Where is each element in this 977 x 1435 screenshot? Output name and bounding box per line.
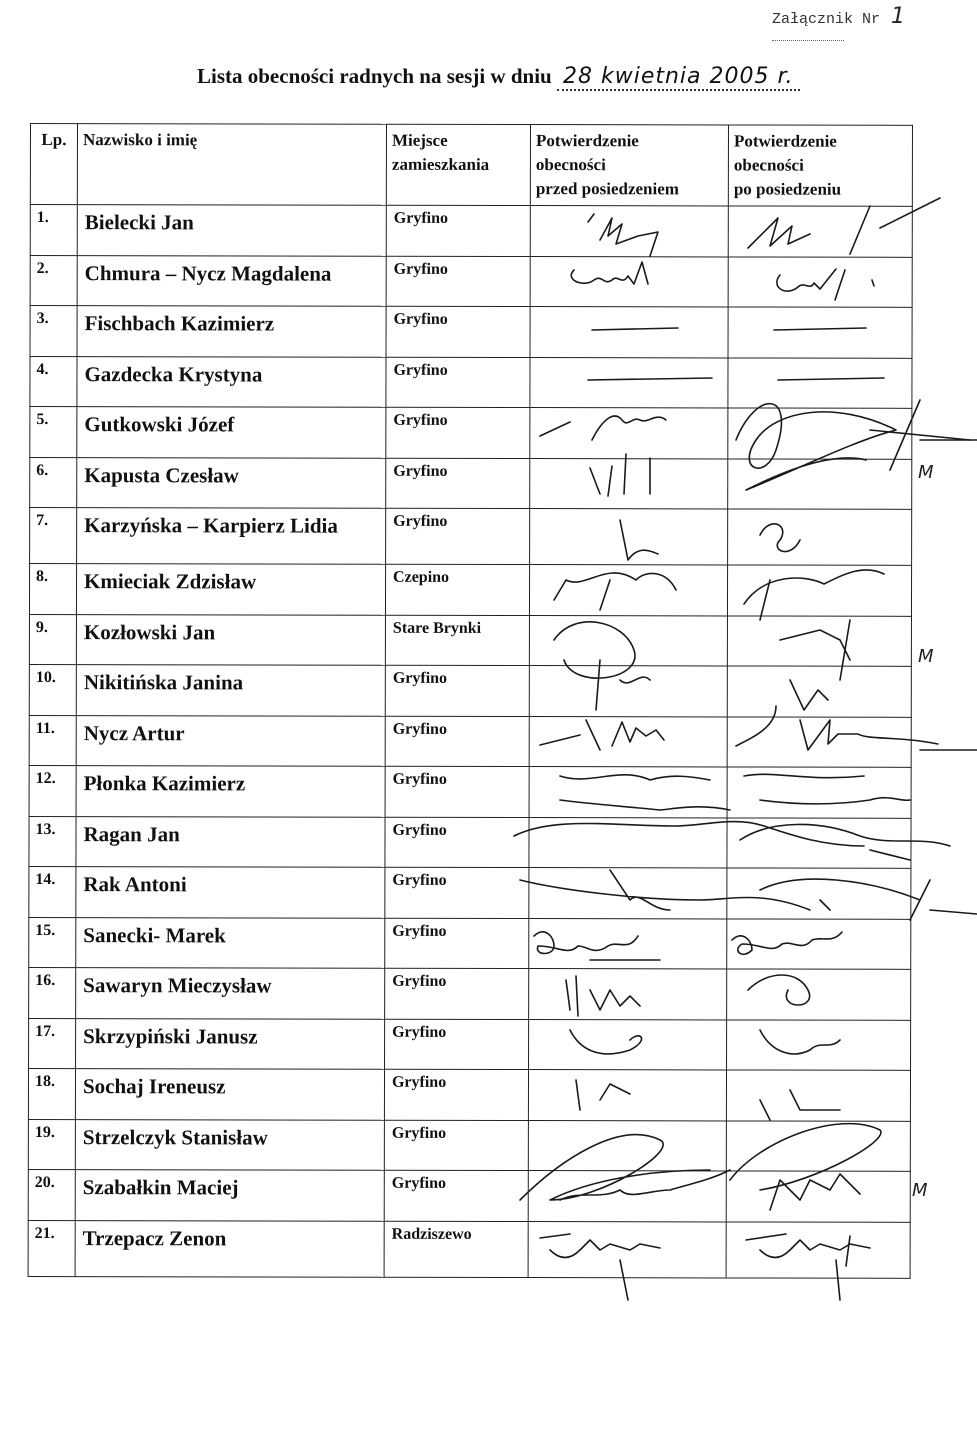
signature-before-cell <box>530 206 728 257</box>
row-name: Kapusta Czesław <box>77 457 386 508</box>
row-name: Sanecki- Marek <box>76 917 385 968</box>
row-lp: 8. <box>29 564 76 615</box>
row-name: Chmura – Nycz Magdalena <box>77 255 386 306</box>
row-name: Płonka Kazimierz <box>76 766 385 817</box>
signature-before-cell <box>528 1171 726 1222</box>
header-place <box>386 124 530 205</box>
header-after-line3: po posiedzeniu <box>733 179 842 199</box>
signature-after-cell <box>726 1120 910 1171</box>
table-row <box>29 866 911 918</box>
signature-after-cell <box>728 509 912 565</box>
row-lp: 2. <box>30 255 77 306</box>
row-place: Gryfino <box>384 1170 528 1221</box>
table-row <box>28 1068 910 1120</box>
table-row <box>29 765 911 817</box>
header-before-line2: obecności <box>535 155 606 175</box>
row-name: Kozłowski Jan <box>76 614 385 665</box>
row-place: Radziszewo <box>384 1221 528 1277</box>
row-lp: 1. <box>30 205 77 256</box>
row-name: Skrzypiński Janusz <box>76 1018 385 1069</box>
row-place: Gryfino <box>385 867 529 918</box>
signature-before-cell <box>530 408 728 459</box>
signature-after-cell <box>728 357 912 408</box>
header-before-line3: przed posiedzeniem <box>535 179 679 199</box>
margin-mark: M <box>912 1180 928 1201</box>
row-place: Gryfino <box>385 968 529 1019</box>
row-lp: 11. <box>29 715 76 766</box>
row-place: Gryfino <box>386 357 530 408</box>
table-row <box>30 407 912 459</box>
annex-number: 1 <box>891 4 906 29</box>
row-name: Bielecki Jan <box>77 205 386 256</box>
margin-stroke <box>930 910 977 914</box>
header-row <box>30 124 912 207</box>
annex-dots <box>772 40 844 41</box>
signature-before-cell <box>530 307 728 358</box>
row-name: Rak Antoni <box>76 867 385 918</box>
row-place: Gryfino <box>385 918 529 969</box>
table-row <box>30 306 912 358</box>
row-lp: 17. <box>29 1018 76 1069</box>
row-place: Gryfino <box>384 1120 528 1171</box>
table-row <box>29 1018 911 1070</box>
row-name: Karzyńska – Karpierz Lidia <box>77 508 386 565</box>
table-row <box>28 1220 910 1278</box>
signature-after-cell <box>727 918 911 969</box>
signature-before-cell <box>530 357 728 408</box>
signature-before-cell <box>530 458 728 509</box>
row-lp: 20. <box>28 1169 75 1220</box>
signature-after-cell <box>726 1171 910 1222</box>
signature-before-cell <box>529 767 727 818</box>
table-row <box>30 457 912 509</box>
table-row <box>29 967 911 1019</box>
row-lp: 14. <box>29 866 76 917</box>
signature-after-cell <box>727 868 911 919</box>
row-place: Gryfino <box>384 1069 528 1120</box>
row-name: Gazdecka Krystyna <box>77 356 386 407</box>
header-place-line1: Miejsce <box>391 130 448 150</box>
signature-before-cell <box>529 868 727 919</box>
header-place-line2: zamieszkania <box>391 154 490 174</box>
signature-before-cell <box>528 1221 726 1277</box>
row-place: Gryfino <box>386 458 530 509</box>
signature-before-cell <box>529 666 727 717</box>
header-after <box>728 125 912 206</box>
signature-after-cell <box>727 615 911 666</box>
annex-label-text: Załącznik Nr <box>772 11 881 28</box>
signature-before-cell <box>528 1070 726 1121</box>
row-place: Gryfino <box>386 205 530 256</box>
signature-after-cell <box>727 767 911 818</box>
row-place: Gryfino <box>385 1019 529 1070</box>
row-name: Gutkowski Józef <box>77 407 386 458</box>
row-place: Gryfino <box>386 508 530 564</box>
row-lp: 21. <box>28 1220 75 1276</box>
row-lp: 7. <box>30 508 77 564</box>
header-before <box>530 125 728 206</box>
signature-after-cell <box>727 716 911 767</box>
signature-before-cell <box>529 565 727 616</box>
header-after-line1: Potwierdzenie <box>733 131 837 151</box>
signature-before-cell <box>529 817 727 868</box>
margin-mark: M <box>918 462 934 483</box>
header-lp: Lp. <box>30 124 77 205</box>
row-lp: 16. <box>29 967 76 1018</box>
margin-mark: M <box>918 646 934 667</box>
row-name: Ragan Jan <box>76 816 385 867</box>
row-lp: 5. <box>30 407 77 458</box>
annex-label <box>772 4 977 46</box>
row-name: Szabałkin Maciej <box>75 1170 384 1221</box>
signature-before-cell <box>529 716 727 767</box>
row-name: Sochaj Ireneusz <box>75 1069 384 1120</box>
row-name: Kmieciak Zdzisław <box>76 564 385 615</box>
attendance-table <box>28 123 913 1278</box>
table-row <box>29 917 911 969</box>
table-row <box>29 664 911 716</box>
row-place: Gryfino <box>386 306 530 357</box>
row-place: Gryfino <box>385 665 529 716</box>
signature-before-cell <box>529 1019 727 1070</box>
row-name: Fischbach Kazimierz <box>77 306 386 357</box>
table-row <box>30 508 912 566</box>
signature-before-cell <box>529 918 727 969</box>
signature-before-cell <box>530 256 728 307</box>
signature-after-cell <box>728 307 912 358</box>
row-place: Gryfino <box>385 817 529 868</box>
row-lp: 12. <box>29 765 76 816</box>
page-title <box>197 64 897 91</box>
table-row <box>29 564 911 616</box>
row-lp: 9. <box>29 614 76 665</box>
row-name: Nycz Artur <box>76 715 385 766</box>
row-lp: 4. <box>30 356 77 407</box>
row-lp: 15. <box>29 917 76 968</box>
table-row <box>30 255 912 307</box>
table-row <box>30 356 912 408</box>
row-name: Sawaryn Mieczysław <box>76 968 385 1019</box>
table-row <box>30 205 912 257</box>
row-place: Gryfino <box>386 256 530 307</box>
row-place: Czepino <box>385 564 529 615</box>
row-lp: 13. <box>29 816 76 867</box>
signature-before-cell <box>528 1120 726 1171</box>
table-row <box>28 1119 910 1171</box>
row-place: Stare Brynki <box>385 615 529 666</box>
signature-after-cell <box>727 969 911 1020</box>
signature-after-cell <box>728 256 912 307</box>
signature-after-cell <box>726 1070 910 1121</box>
row-name: Strzelczyk Stanisław <box>75 1119 384 1170</box>
signature-after-cell <box>727 666 911 717</box>
header-before-line1: Potwierdzenie <box>535 131 639 151</box>
row-place: Gryfino <box>386 407 530 458</box>
signature-after-cell <box>728 458 912 509</box>
row-lp: 6. <box>30 457 77 508</box>
signature-after-cell <box>727 565 911 616</box>
signature-after-cell <box>728 408 912 459</box>
signature-before-cell <box>529 969 727 1020</box>
row-lp: 10. <box>29 664 76 715</box>
header-after-line2: obecności <box>733 155 804 175</box>
signature-before-cell <box>530 509 728 565</box>
signature-after-cell <box>728 206 912 257</box>
row-lp: 19. <box>28 1119 75 1170</box>
table-row <box>29 816 911 868</box>
row-name: Trzepacz Zenon <box>75 1220 384 1277</box>
header-name: Nazwisko i imię <box>77 124 386 206</box>
table-row <box>28 1169 910 1221</box>
row-place: Gryfino <box>385 716 529 767</box>
signature-after-cell <box>727 817 911 868</box>
row-place: Gryfino <box>385 766 529 817</box>
session-date: 28 kwietnia 2005 r. <box>557 64 800 91</box>
row-name: Nikitińska Janina <box>76 665 385 716</box>
table-row <box>29 715 911 767</box>
signature-after-cell <box>726 1221 910 1277</box>
signature-after-cell <box>727 1019 911 1070</box>
row-lp: 18. <box>28 1068 75 1119</box>
row-lp: 3. <box>30 306 77 357</box>
table-row <box>29 614 911 666</box>
title-text: Lista obecności radnych na sesji w dniu <box>197 64 552 88</box>
signature-before-cell <box>529 615 727 666</box>
